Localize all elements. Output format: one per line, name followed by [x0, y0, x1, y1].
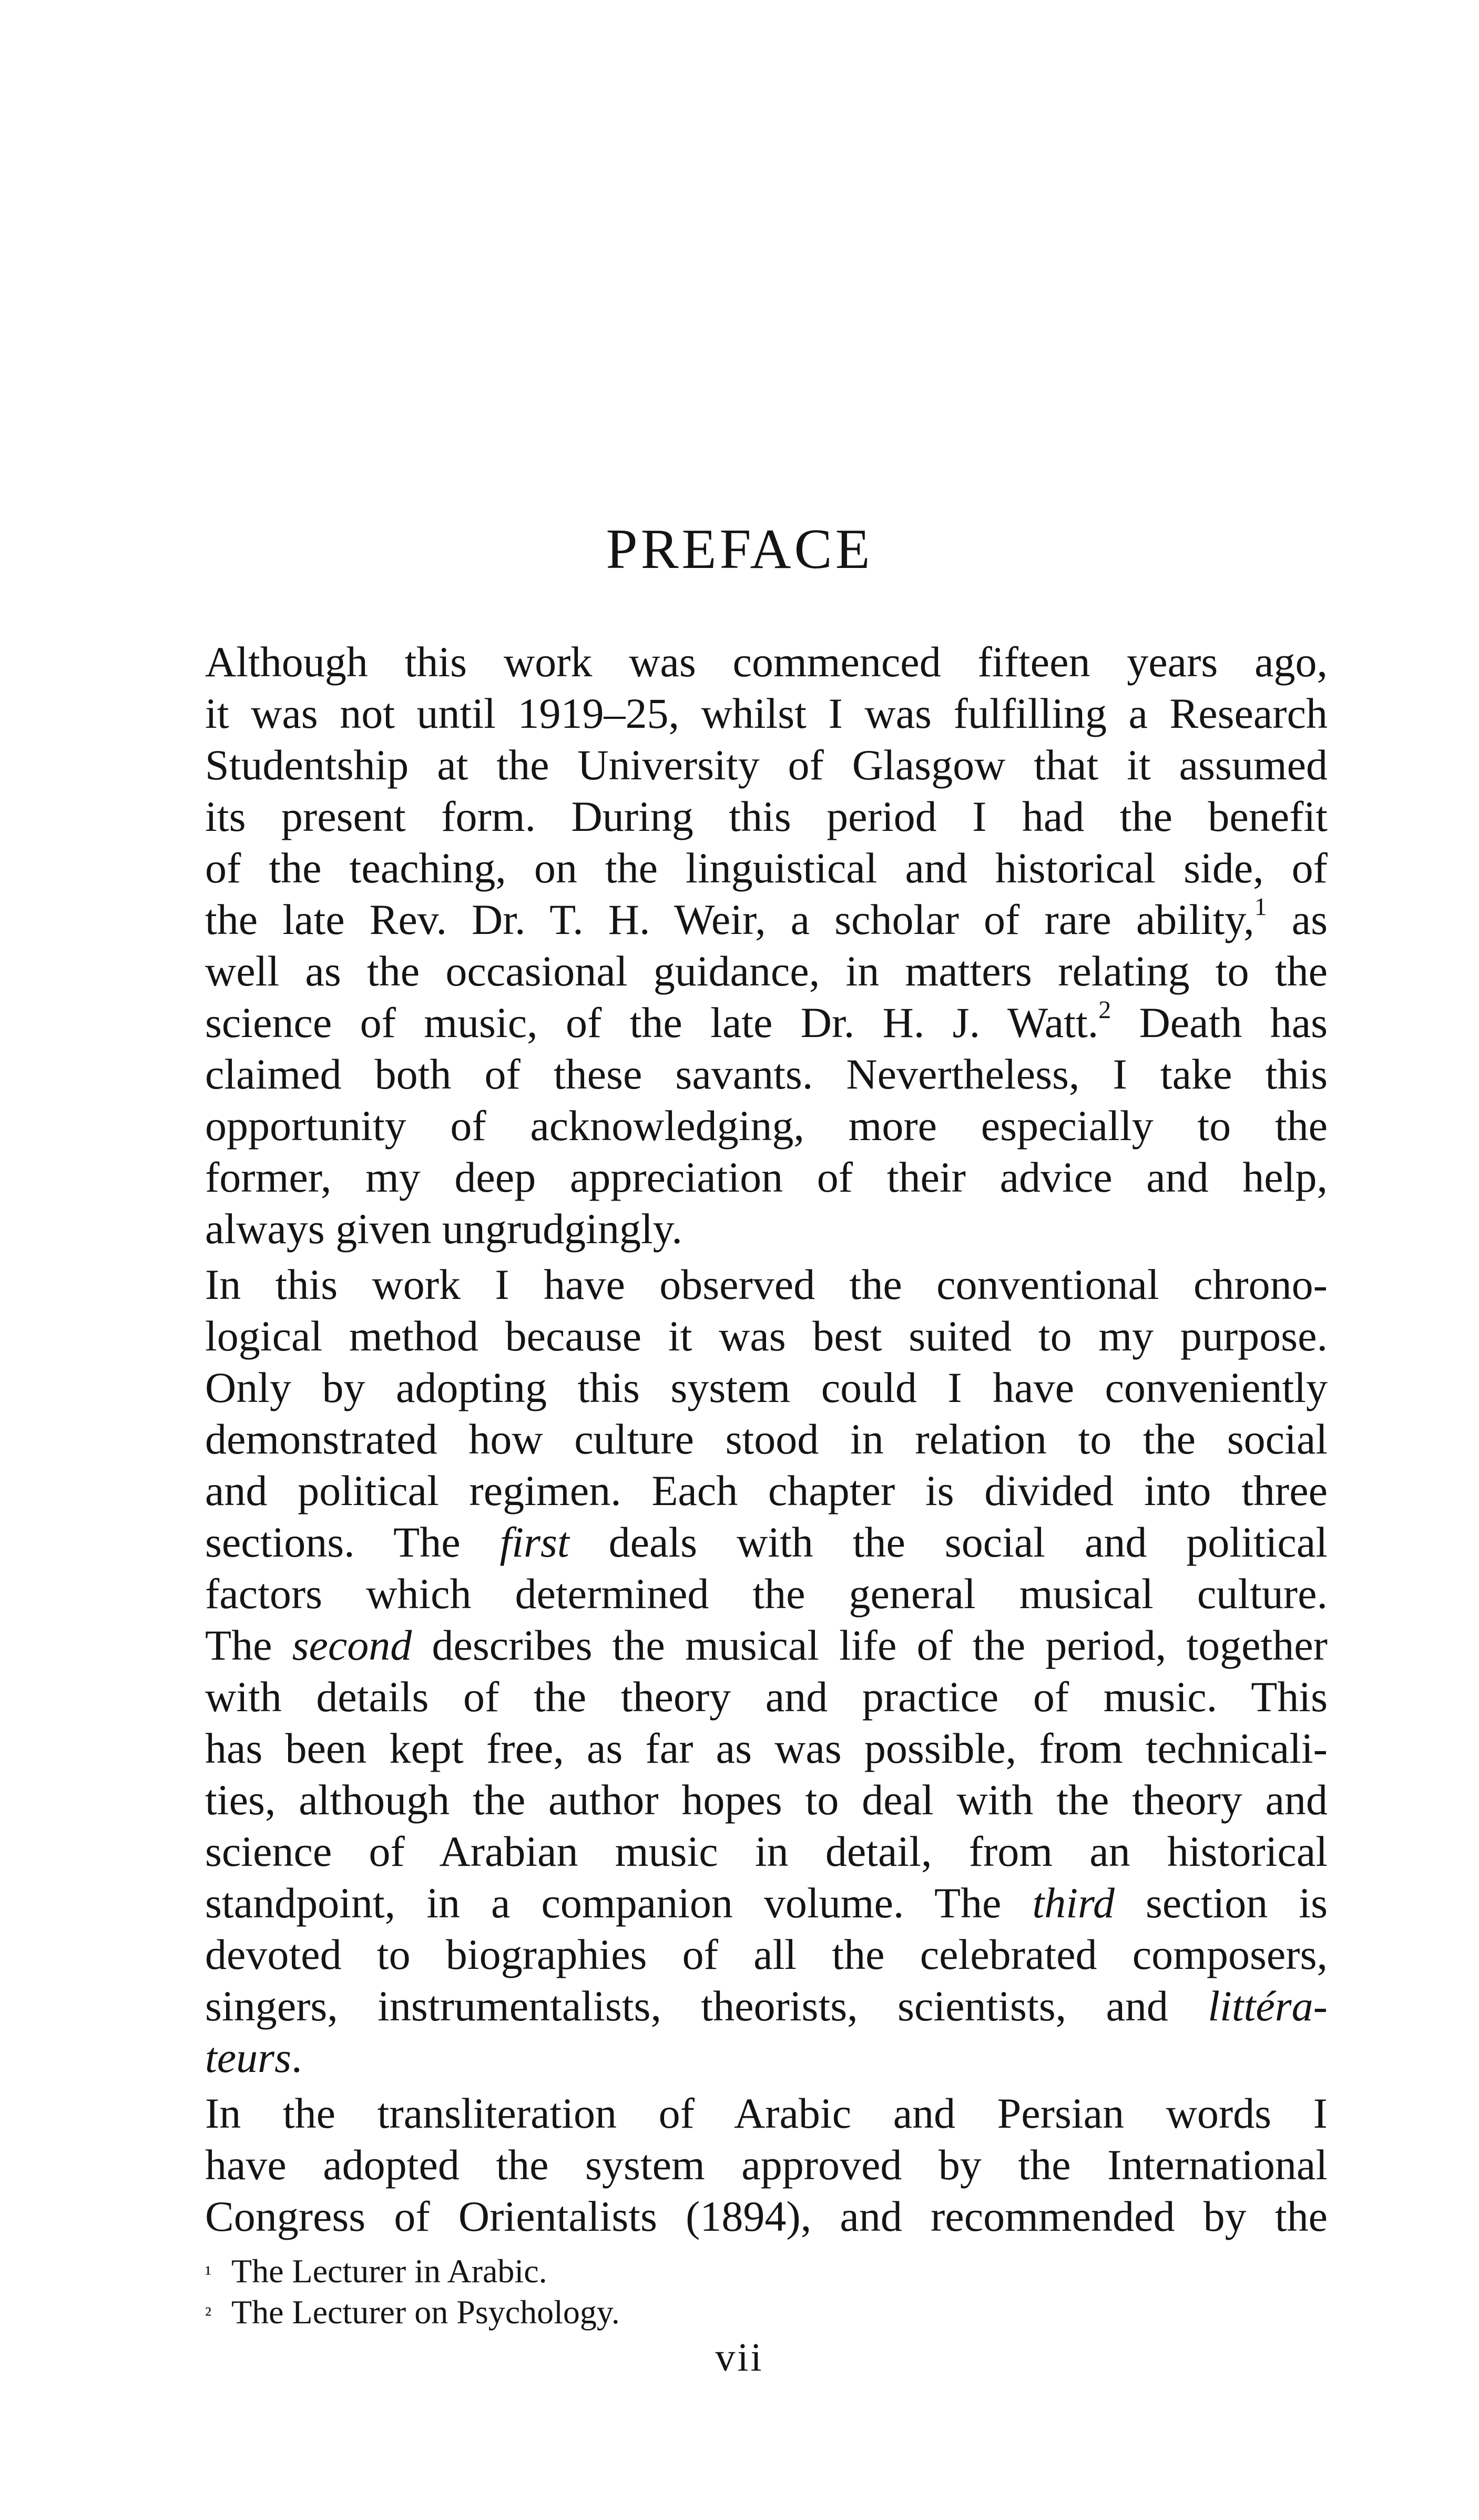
text-line: its present form. During this period I had the benefit [205, 792, 1328, 840]
footnote-mark: ¹ [205, 2261, 211, 2285]
text-line: well as the occasional guidance, in matters relating to the [205, 947, 1328, 995]
text-line: teurs. [205, 2034, 302, 2081]
paragraph-1 [205, 636, 1328, 1255]
text-line: factors which determined the general musical culture. [205, 1570, 1328, 1618]
text-line: devoted to biographies of all the celebrated composers, [205, 1930, 1328, 1978]
text-line: Congress of Orientalists (1894), and recommended by the [205, 2192, 1328, 2240]
text-line: it was not until 1919–25, whilst I was fulfilling a Research [205, 689, 1328, 737]
footnote-ref-1: 1 [1254, 892, 1267, 921]
text-line: standpoint, in a companion volume. The third section is [205, 1879, 1328, 1927]
text-line: sections. The first deals with the social and political [205, 1518, 1328, 1566]
text-line: with details of the theory and practice of music. This [205, 1673, 1328, 1721]
text-line: logical method because it was best suited to my purpose. [205, 1312, 1328, 1360]
text-line: singers, instrumentalists, theorists, scientists, and littéra- [205, 1982, 1328, 2030]
text-line: science of music, of the late Dr. H. J. Watt.$^2$ Death has [205, 995, 1328, 1046]
text-line: science of Arabian music in detail, from an historical [205, 1827, 1328, 1875]
emphasis-first: first [499, 1518, 569, 1566]
emphasis-litterateurs: littéra- [1208, 1982, 1328, 2030]
text-line: of the teaching, on the linguistical and historical side, of [205, 844, 1328, 892]
text-line: always given ungrudgingly. [205, 1205, 682, 1253]
paragraph-2 [205, 1259, 1328, 2084]
emphasis-teurs: teurs [205, 2034, 291, 2081]
footnote-ref-2: 2 [1098, 995, 1111, 1024]
footnotes [205, 2251, 1328, 2333]
emphasis-third: third [1032, 1879, 1115, 1927]
text-line: In the transliteration of Arabic and Persian words I [205, 2089, 1328, 2137]
text-line: claimed both of these savants. Nevertheless, I take this [205, 1050, 1328, 1098]
text-line: and political regimen. Each chapter is divided into three [205, 1467, 1328, 1515]
text-line: has been kept free, as far as was possible, from technicali- [205, 1724, 1328, 1772]
text-line: Although this work was commenced fifteen years ago, [205, 638, 1328, 686]
text-line: former, my deep appreciation of their advice and help, [205, 1153, 1328, 1201]
text-line: demonstrated how culture stood in relation to the social [205, 1415, 1328, 1463]
footnote-1 [205, 2251, 1328, 2292]
text-line: the late Rev. Dr. T. H. Weir, a scholar of rare ability,$^1$ as [205, 892, 1328, 943]
footnote-text: The Lecturer on Psychology. [231, 2293, 620, 2331]
text-line: Studentship at the University of Glasgow that it assumed [205, 741, 1328, 789]
footnote-mark: ² [205, 2302, 211, 2326]
paragraph-3 [205, 2088, 1328, 2242]
page-number: vii [715, 2335, 764, 2380]
text-line: In this work I have observed the conventional chrono- [205, 1261, 1328, 1308]
text-line: Only by adopting this system could I have conveniently [205, 1364, 1328, 1411]
footnote-text: The Lecturer in Arabic. [231, 2252, 547, 2290]
page-title: PREFACE [606, 518, 873, 581]
text-line: opportunity of acknowledging, more especially to the [205, 1102, 1328, 1150]
body-text [205, 636, 1328, 2242]
emphasis-second: second [292, 1621, 412, 1669]
text-line: have adopted the system approved by the International [205, 2141, 1328, 2189]
footnote-2 [205, 2292, 1328, 2333]
text-line: ties, although the author hopes to deal with the theory and [205, 1776, 1328, 1824]
text-line: The second describes the musical life of the period, together [205, 1621, 1328, 1669]
